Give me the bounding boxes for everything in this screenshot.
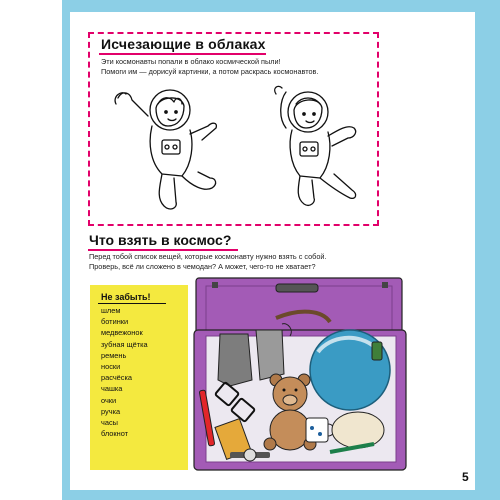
instruction-line: Эти космонавты попали в облако космической пыли! [101, 57, 281, 66]
checklist [101, 305, 148, 439]
section2-title: Что взять в космос? [89, 232, 232, 248]
checklist-item: медвежонок [101, 328, 143, 338]
checklist-item: ботинки [101, 317, 129, 327]
instruction-line: Перед тобой список вещей, которые космонавту нужно взять с собой. [89, 252, 327, 261]
astronaut-outline-right [268, 82, 368, 217]
checklist-item: часы [101, 418, 118, 428]
section1-instructions [101, 57, 318, 77]
section1-title: Исчезающие в облаках [101, 36, 266, 52]
checklist-item: зубная щётка [101, 339, 148, 349]
title-underline [99, 53, 266, 55]
checklist-item: чашка [101, 384, 123, 394]
astronaut-outline-left [112, 82, 232, 217]
instruction-line: Проверь, всё ли сложено в чемодан? А может, чего-то не хватает? [89, 262, 316, 271]
checklist-item: носки [101, 362, 121, 372]
checklist-item: расчёска [101, 373, 132, 383]
checklist-title: Не забыть! [101, 292, 151, 302]
suitcase-illustration [190, 272, 412, 474]
checklist-item: шлем [101, 306, 121, 315]
instruction-line: Помоги им — дорисуй картинки, а потом раскрась космонавтов. [101, 67, 319, 76]
brush-icon [332, 412, 384, 448]
boots-icon [218, 334, 252, 386]
title-underline [88, 249, 238, 251]
page-number: 5 [462, 470, 469, 484]
checklist-title-underline [98, 303, 166, 304]
checklist-item: ручка [101, 406, 121, 416]
section2-instructions [89, 252, 327, 272]
checklist-item: очки [101, 395, 117, 405]
checklist-item: ремень [101, 350, 127, 360]
checklist-item: блокнот [101, 429, 129, 439]
